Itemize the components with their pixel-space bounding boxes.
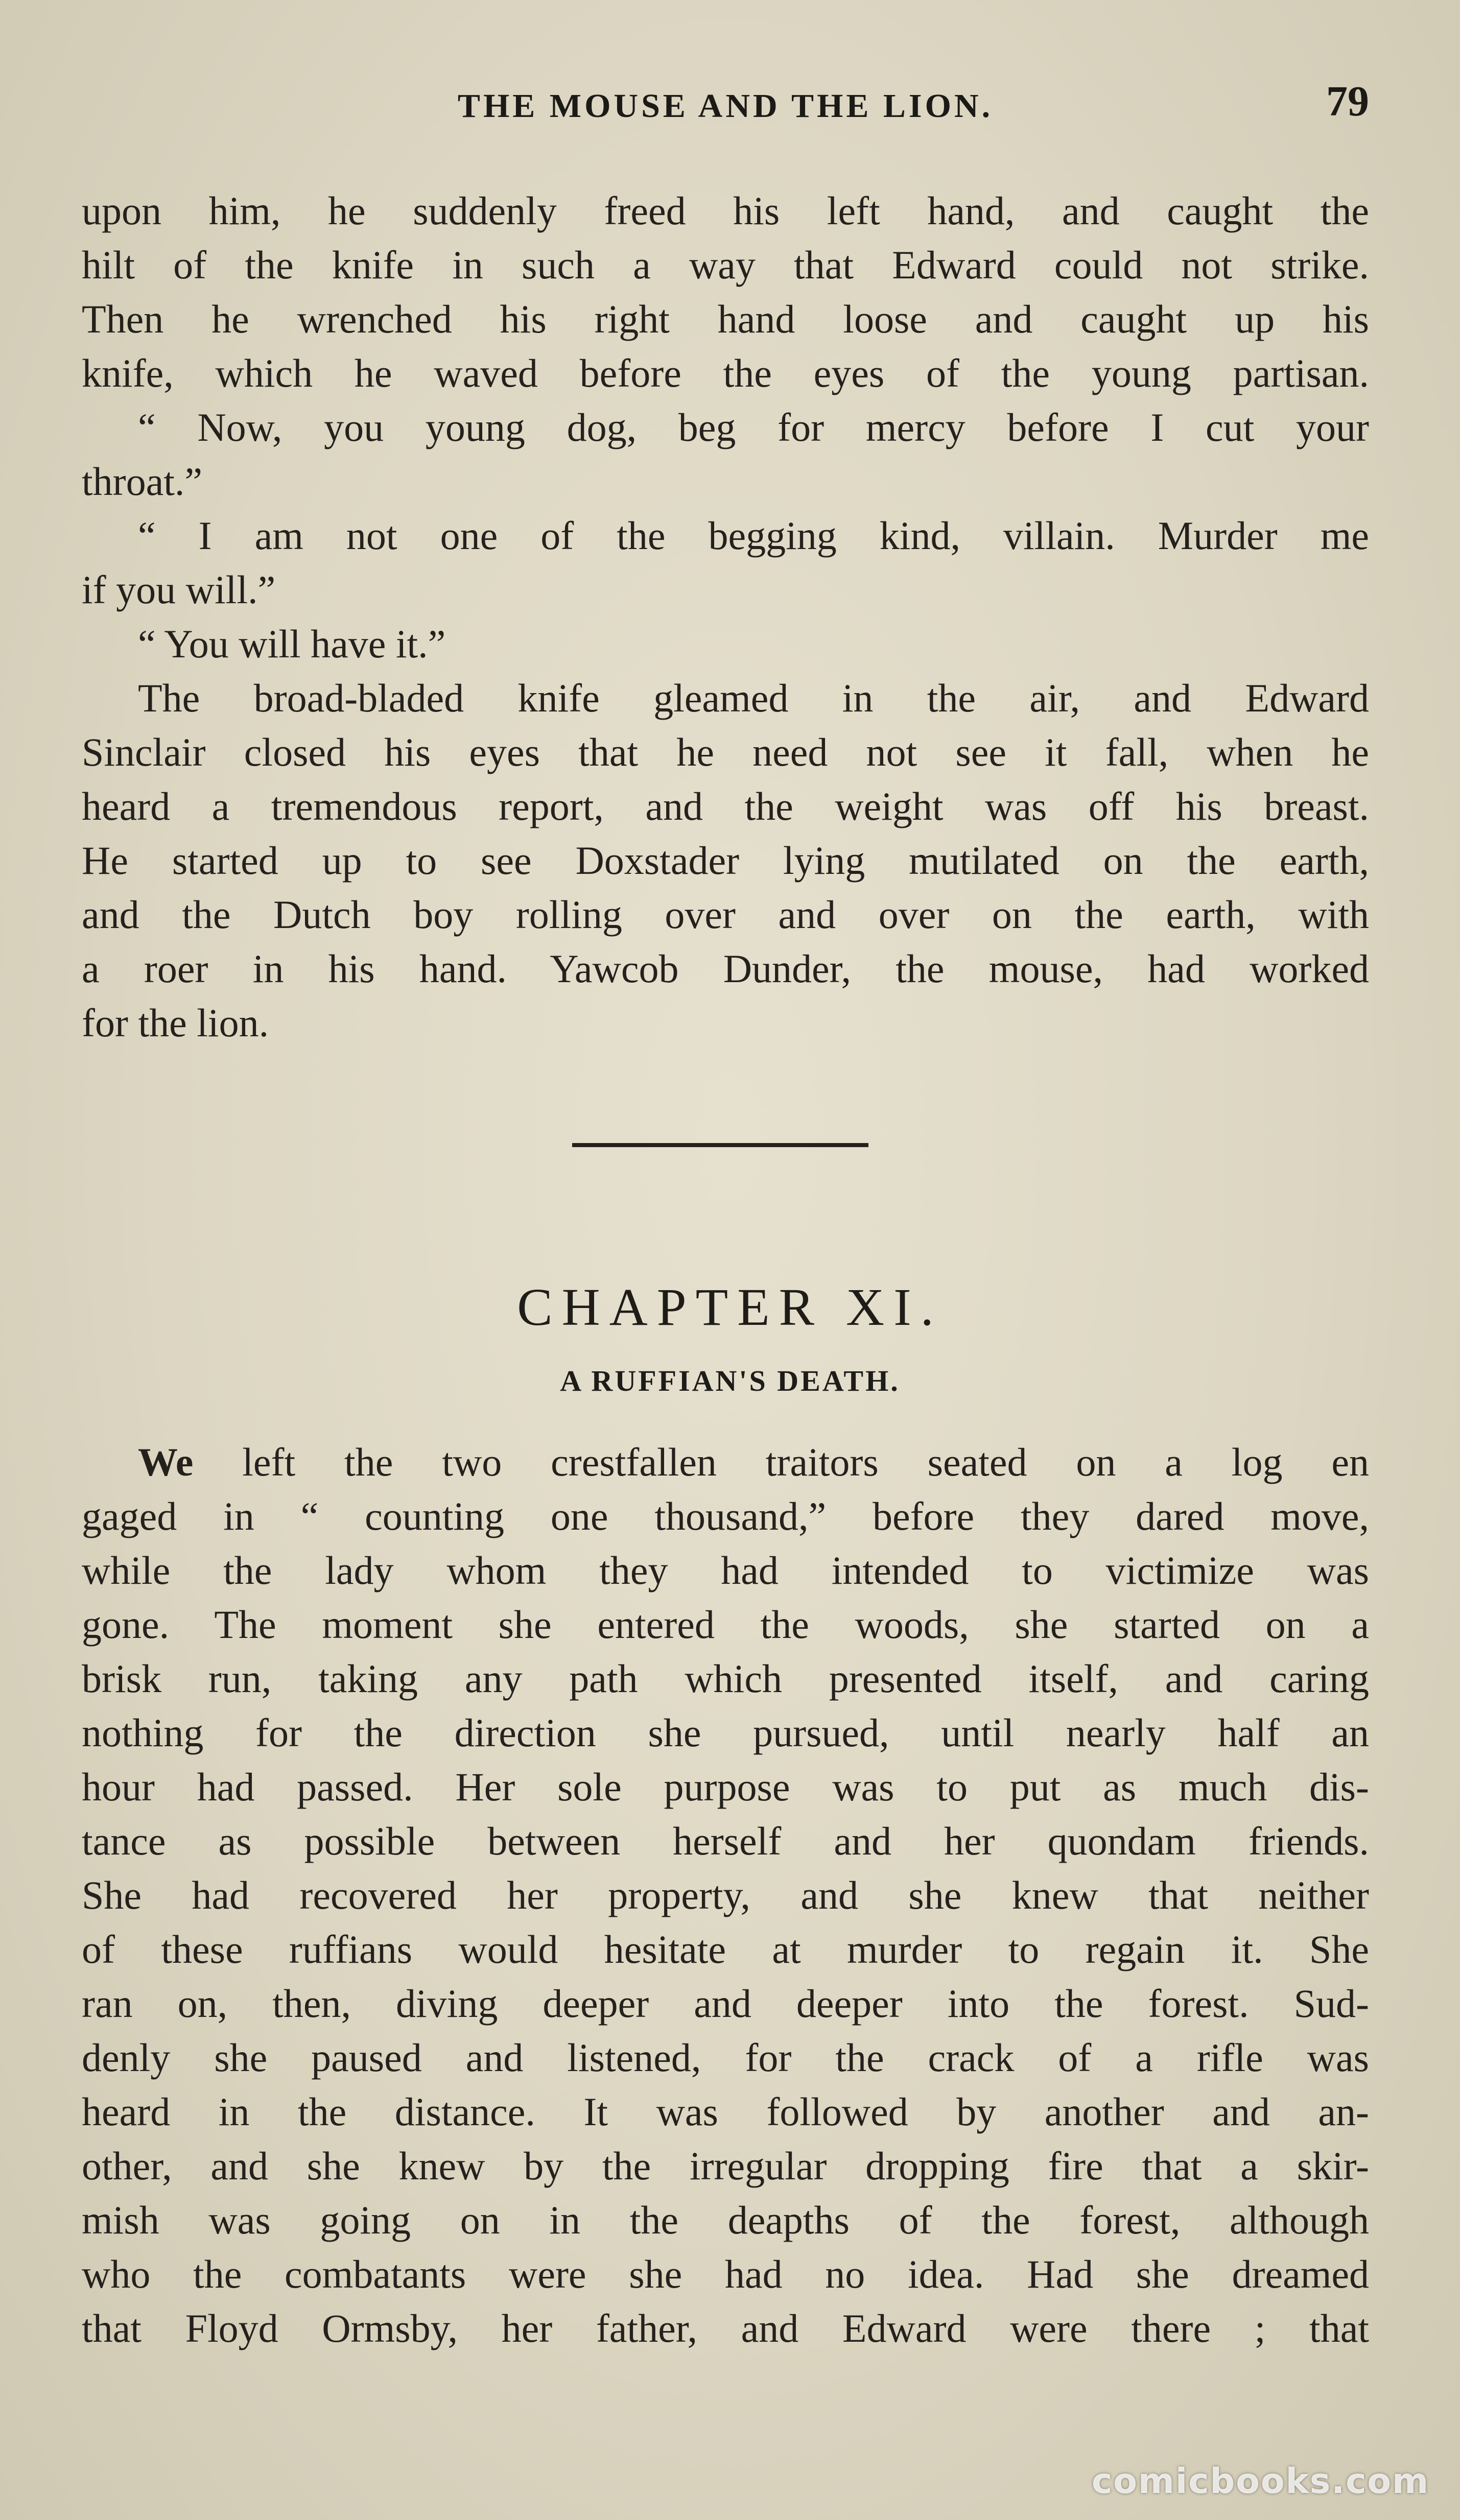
text-line: She had recovered her property, and she knew that neither: [82, 1873, 1369, 1917]
text-line: heard in the distance. It was followed by another and an-: [82, 2089, 1369, 2134]
text-line: brisk run, taking any path which presented itself, and caring: [82, 1656, 1369, 1701]
text-line: He started up to see Doxstader lying mutilated on the earth,: [82, 838, 1369, 883]
text-line: upon him, he suddenly freed his left hand, and caught the: [82, 188, 1369, 233]
text-line: a roer in his hand. Yawcob Dunder, the mouse, had worked: [82, 946, 1369, 991]
text-line: for the lion.: [82, 1001, 269, 1045]
text-line: “ I am not one of the begging kind, villain. Murder me: [138, 513, 1369, 558]
text-line: denly she paused and listened, for the crack of a rifle was: [82, 2035, 1369, 2080]
text-line: Sinclair closed his eyes that he need not see it fall, when he: [82, 730, 1369, 774]
text-line: nothing for the direction she pursued, until nearly half an: [82, 1710, 1369, 1755]
text-line: The broad-bladed knife gleamed in the air, and Edward: [138, 676, 1369, 720]
text-block-continued: [82, 184, 1369, 1050]
text-line: of these ruffians would hesitate at murder to regain it. She: [82, 1927, 1369, 1971]
text-line-first: [82, 1435, 1369, 1489]
text-line: hilt of the knife in such a way that Edward could not strike.: [82, 243, 1369, 287]
text-line: “ You will have it.”: [138, 622, 446, 666]
watermark: comicbooks.com: [1091, 2461, 1429, 2502]
section-divider: [572, 1143, 868, 1147]
chapter-text: [82, 1435, 1369, 2356]
text-line: that Floyd Ormsby, her father, and Edward were there ; that: [82, 2306, 1369, 2350]
running-head: THE MOUSE AND THE LION.: [457, 87, 994, 125]
text-line: gone. The moment she entered the woods, she started on a: [82, 1602, 1369, 1647]
text-line: and the Dutch boy rolling over and over on the earth, with: [82, 892, 1369, 937]
text-line: hour had passed. Her sole purpose was to put as much dis-: [82, 1765, 1369, 1809]
chapter-subtitle: A RUFFIAN'S DEATH.: [560, 1364, 900, 1397]
text-line: Then he wrenched his right hand loose and caught up his: [82, 297, 1369, 341]
text-line: if you will.”: [82, 567, 276, 612]
text-line: knife, which he waved before the eyes of the young partisan.: [82, 351, 1369, 395]
text-line: ran on, then, diving deeper and deeper into the forest. Sud-: [82, 1981, 1369, 2026]
text-line: tance as possible between herself and her quondam friends.: [82, 1819, 1369, 1863]
page-header: [82, 77, 1369, 133]
text-line: who the combatants were she had no idea. Had she dreamed: [82, 2252, 1369, 2296]
page-number: 79: [1326, 78, 1369, 125]
text-line: mish was going on in the deapths of the forest, although: [82, 2198, 1369, 2242]
text-line: heard a tremendous report, and the weight was off his breast.: [82, 784, 1369, 828]
first-line-rest: left the two crestfallen traitors seated on a log en: [193, 1440, 1369, 1484]
text-line: throat.”: [82, 459, 203, 504]
chapter-title: CHAPTER XI.: [517, 1278, 943, 1337]
text-line: “ Now, you young dog, beg for mercy before I cut your: [138, 405, 1369, 449]
opening-word: We: [138, 1440, 194, 1484]
text-line: while the lady whom they had intended to victimize was: [82, 1548, 1369, 1592]
text-line: gaged in “ counting one thousand,” before they dared move,: [82, 1494, 1369, 1538]
text-line: other, and she knew by the irregular dropping fire that a skir-: [82, 2144, 1369, 2188]
